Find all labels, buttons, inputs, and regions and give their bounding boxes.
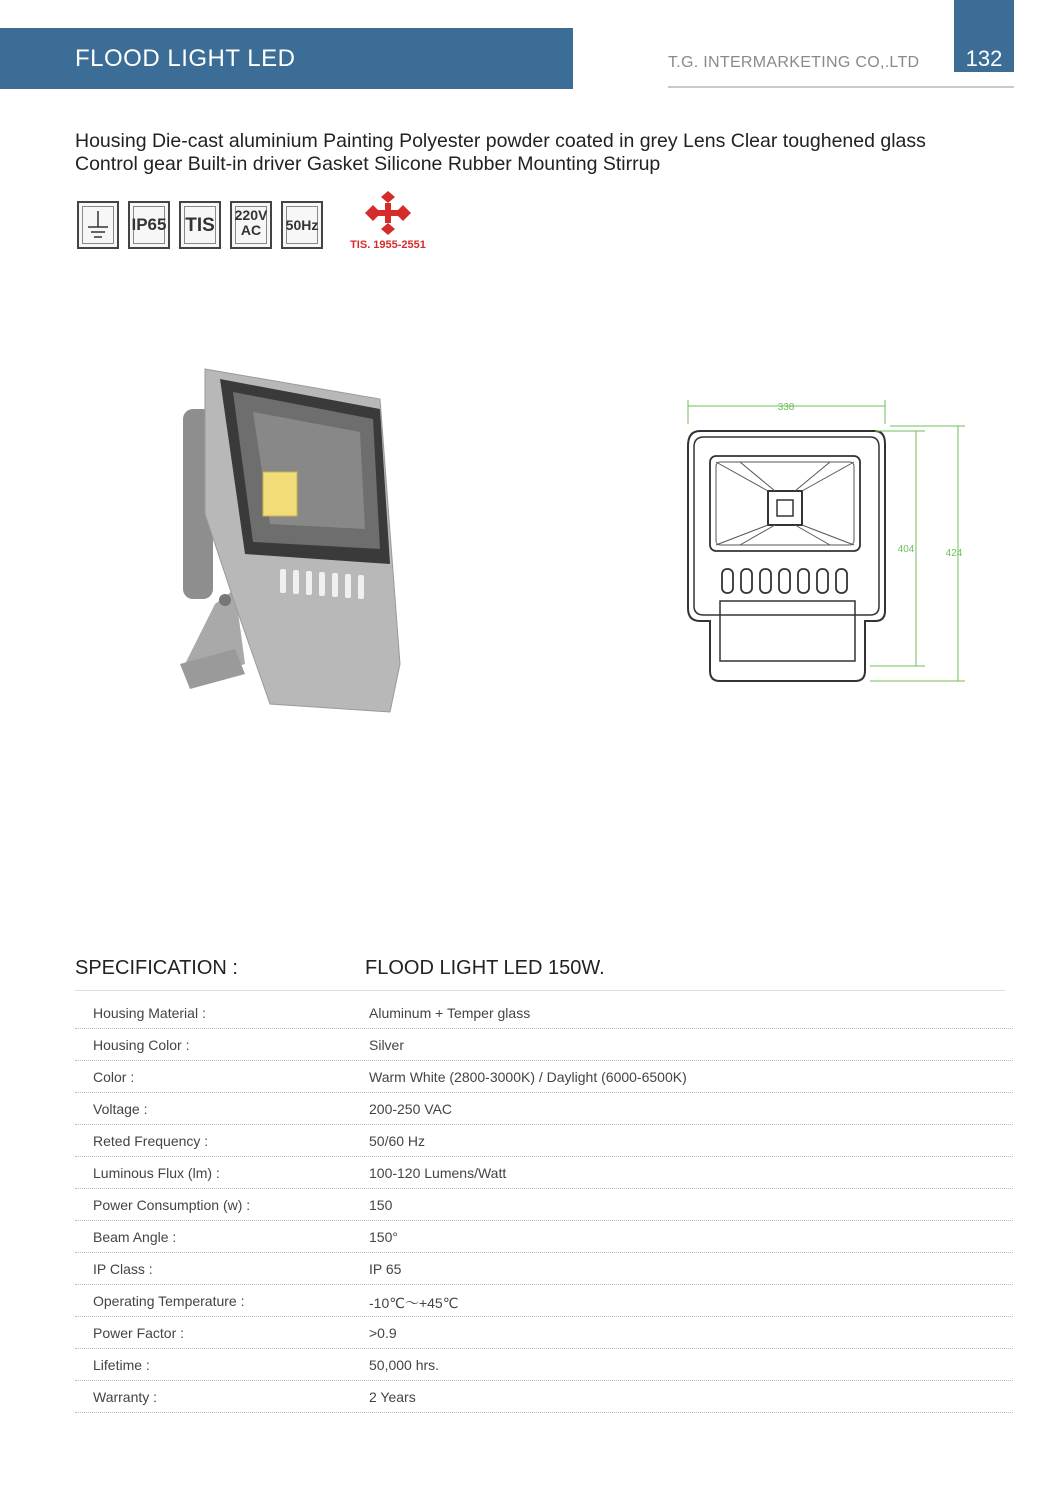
tis-mark-icon (343, 191, 433, 237)
ip65-label: IP65 (131, 215, 167, 234)
spec-label: Luminous Flux (lm) : (93, 1165, 220, 1181)
voltage-icon (230, 201, 272, 249)
inner-height-dimension-label: 404 (897, 544, 915, 555)
spec-row (75, 1253, 1013, 1285)
spec-label: Voltage : (93, 1101, 148, 1117)
spec-row (75, 997, 1013, 1029)
spec-value: 200-250 VAC (369, 1101, 453, 1117)
ac-label: AC (240, 222, 262, 238)
tis-standard-logo (343, 191, 433, 255)
spec-row (75, 1349, 1013, 1381)
floodlight-product-image (175, 364, 405, 716)
spec-row (75, 1317, 1013, 1349)
spec-value: Aluminum + Temper glass (369, 1005, 531, 1021)
tis-label: TIS (185, 215, 215, 236)
spec-row (75, 1029, 1013, 1061)
header-band (0, 28, 573, 89)
header-divider (668, 86, 1014, 88)
spec-label: Beam Angle : (93, 1229, 177, 1245)
tis-icon (179, 201, 221, 249)
spec-value: 50/60 Hz (369, 1133, 426, 1149)
dimension-drawing (680, 396, 970, 692)
spec-label: Housing Color : (93, 1037, 190, 1053)
company-name: T.G. INTERMARKETING CO,.LTD (668, 54, 920, 71)
spec-value: IP 65 (369, 1261, 402, 1277)
outer-height-dimension-label: 424 (945, 548, 963, 559)
spec-label: Reted Frequency : (93, 1133, 209, 1149)
frequency-icon (281, 201, 323, 249)
product-description: Housing Die-cast aluminium Painting Polyester powder coated in grey Lens Clear toughened glass Control gear Built-in driver Gasket Silicone Rubber Mounting Stirrup (75, 130, 926, 175)
spec-row (75, 1189, 1013, 1221)
spec-label: Housing Material : (93, 1005, 206, 1021)
spec-value: Silver (369, 1037, 405, 1053)
spec-label: Warranty : (93, 1389, 158, 1405)
tis-caption: TIS. 1955-2551 (350, 239, 426, 251)
spec-label: Power Factor : (93, 1325, 185, 1341)
spec-row (75, 1125, 1013, 1157)
spec-row (75, 1093, 1013, 1125)
spec-label: IP Class : (93, 1261, 153, 1277)
page-title: FLOOD LIGHT LED (75, 45, 296, 72)
spec-label: Color : (93, 1069, 135, 1085)
spec-model: FLOOD LIGHT LED 150W. (365, 957, 605, 979)
spec-row (75, 1221, 1013, 1253)
spec-value: Warm White (2800-3000K) / Daylight (6000-6500K) (369, 1069, 687, 1085)
spec-value: >0.9 (369, 1325, 397, 1341)
spec-heading: SPECIFICATION : (75, 957, 238, 979)
spec-row (75, 1157, 1013, 1189)
spec-label: Operating Temperature : (93, 1293, 245, 1309)
spec-value: 2 Years (369, 1389, 416, 1405)
spec-value: -10℃～+45℃ (369, 1295, 459, 1311)
spec-value: 150 (369, 1197, 393, 1213)
page-number: 132 (965, 46, 1003, 71)
width-dimension-label: 338 (777, 402, 795, 413)
spec-row (75, 1381, 1013, 1413)
ip65-icon (128, 201, 170, 249)
spec-table (75, 997, 1013, 1413)
spec-divider (75, 990, 1005, 991)
voltage-label: 220V (234, 207, 268, 223)
spec-row (75, 1061, 1013, 1093)
spec-value: 100-120 Lumens/Watt (369, 1165, 507, 1181)
frequency-label: 50Hz (285, 217, 319, 233)
spec-value: 50,000 hrs. (369, 1357, 440, 1373)
spec-value: 150° (369, 1229, 398, 1245)
ground-icon (77, 201, 119, 249)
spec-label: Lifetime : (93, 1357, 150, 1373)
spec-row (75, 1285, 1013, 1317)
spec-label: Power Consumption (w) : (93, 1197, 251, 1213)
page-number-box (954, 0, 1014, 72)
